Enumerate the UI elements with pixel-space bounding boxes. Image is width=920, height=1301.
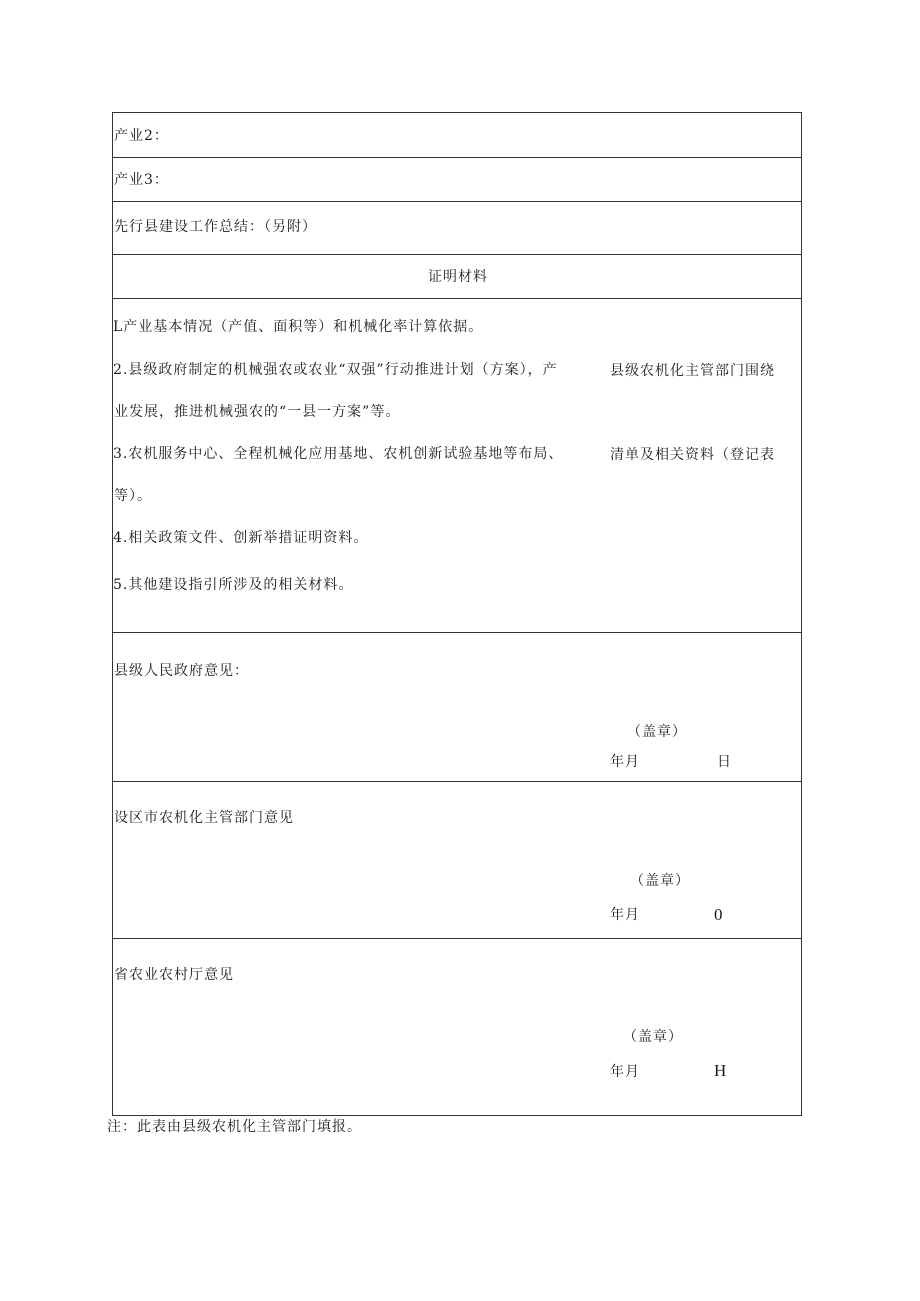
industry2-label: 产业2：: [114, 128, 169, 144]
city-opinion-year-month: 年月: [610, 907, 640, 923]
city-opinion-day: 0: [714, 905, 723, 924]
industry3-label: 产业3：: [114, 172, 169, 188]
row-divider: [112, 201, 802, 202]
row-divider: [112, 938, 802, 939]
materials-item-2-line2: 业发展，推进机械强农的“一县一方案”等。: [114, 404, 401, 420]
row-divider: [112, 254, 802, 255]
materials-item-1: L产业基本情况（产值、面积等）和机械化率计算依据。: [113, 319, 484, 335]
county-opinion-title: 县级人民政府意见：: [114, 663, 249, 679]
province-opinion-year-month: 年月: [610, 1064, 640, 1080]
materials-item-4: 4.相关政策文件、创新举措证明资料。: [113, 530, 369, 546]
summary-label: 先行县建设工作总结：（另附）: [114, 219, 317, 235]
footnote: 注：此表由县级农机化主管部门填报。: [107, 1119, 362, 1135]
province-opinion-day: H: [714, 1061, 727, 1080]
row-divider: [112, 298, 802, 299]
province-opinion-seal: （盖章）: [623, 1029, 683, 1045]
materials-side-line1: 县级农机化主管部门围绕: [610, 363, 775, 379]
province-opinion-title: 省农业农村厅意见: [114, 967, 234, 983]
materials-item-5: 5.其他建设指引所涉及的相关材料。: [113, 577, 354, 593]
materials-item-3-line2: 等）。: [114, 488, 152, 504]
city-opinion-title: 设区市农机化主管部门意见: [114, 810, 294, 826]
materials-item-2-line1: 2.县级政府制定的机械强农或农业“双强”行动推进计划（方案），产: [113, 362, 558, 378]
row-divider: [112, 157, 802, 158]
materials-header: 证明材料: [428, 269, 488, 285]
city-opinion-seal: （盖章）: [630, 873, 690, 889]
row-divider: [112, 632, 802, 633]
county-opinion-year-month: 年月: [610, 754, 640, 770]
row-divider: [112, 781, 802, 782]
materials-side-line2: 清单及相关资料（登记表: [610, 447, 775, 463]
county-opinion-seal: （盖章）: [627, 724, 687, 740]
materials-item-3-line1: 3.农机服务中心、全程机械化应用基地、农机创新试验基地等布局、: [113, 446, 564, 462]
county-opinion-day: 日: [717, 754, 732, 770]
